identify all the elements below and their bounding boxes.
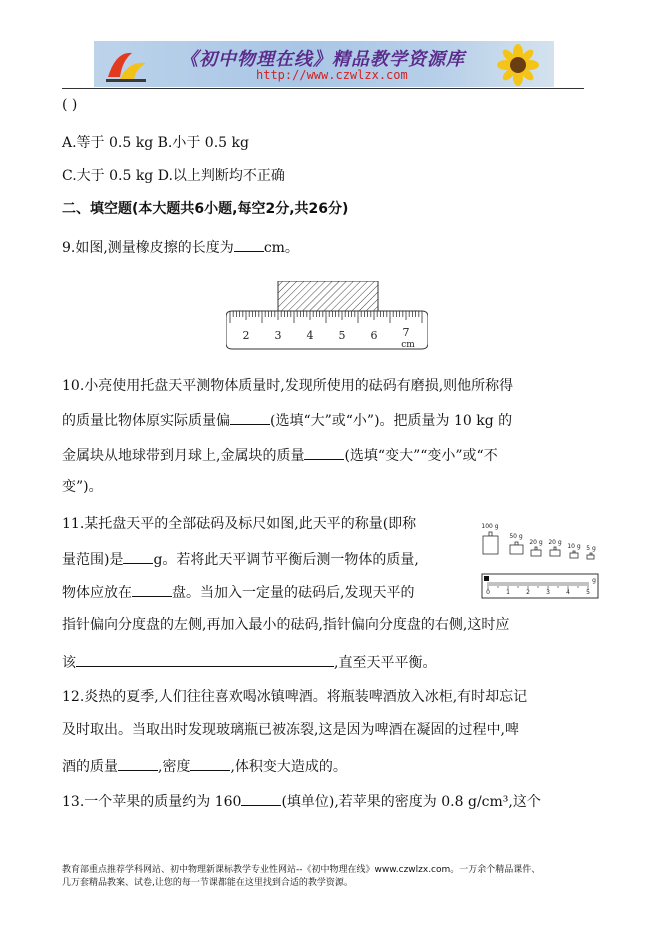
q13-line1: [62, 791, 541, 811]
answer-bracket: ( ): [62, 97, 78, 113]
ruler-figure: [226, 281, 428, 351]
weight-label: 10 g: [567, 543, 581, 550]
q10-text: 金属块从地球带到月球上,金属块的质量: [62, 448, 305, 464]
banner-title: 《初中物理在线》精品教学资源库: [180, 49, 465, 70]
q11-line2: [62, 549, 419, 569]
scale-number: 5: [586, 589, 590, 596]
answer-blank: [123, 549, 153, 564]
q12-text: 酒的质量: [62, 759, 118, 775]
site-logo-icon: [102, 47, 150, 85]
q10-line1: 10.小亮使用托盘天平测物体质量时,发现所使用的砝码有磨损,则他所称得: [62, 378, 514, 394]
answer-blank: [230, 410, 270, 425]
q12-text: ,体积变大造成的。: [230, 759, 347, 775]
scale-number: 3: [546, 589, 550, 596]
answer-blank: [241, 791, 281, 806]
q11-line4: 指针偏向分度盘的左侧,再加入最小的砝码,指针偏向分度盘的右侧,这时应: [62, 617, 510, 633]
ruler-number: 2: [242, 329, 250, 342]
weight-label: 20 g: [548, 539, 562, 546]
scale-number: 4: [566, 589, 570, 596]
q11-text: 盘。当加入一定量的砝码后,发现天平的: [172, 585, 415, 601]
q13-text: (填单位),若苹果的密度为 0.8 g/cm³,这个: [281, 794, 541, 810]
q12-line2: 及时取出。当取出时发现玻璃瓶已被冻裂,这是因为啤酒在凝固的过程中,啤: [62, 722, 519, 738]
footer-line: 教育部重点推荐学科网站、初中物理新课标教学专业性网站--《初中物理在线》www.czwlzx.com。一万余个精品课件、: [62, 865, 541, 875]
ruler-number: 3: [274, 329, 282, 342]
option-line-cd: C.大于 0.5 kg D.以上判断均不正确: [62, 168, 285, 184]
q9-text: 9.如图,测量橡皮擦的长度为: [62, 240, 234, 256]
footer-line: 几万套精品教案、试卷,让您的每一节课都能在这里找到合适的教学资源。: [62, 878, 353, 888]
weights-figure: [480, 520, 602, 600]
scale-number: 2: [526, 589, 530, 596]
header-divider: [62, 88, 584, 89]
q11-line3: [62, 582, 414, 602]
answer-blank: [132, 582, 172, 597]
question-9: [62, 237, 299, 257]
scale-number: 1: [506, 589, 510, 596]
scale-number: 0: [486, 589, 490, 596]
ruler-number: 4: [306, 329, 314, 342]
q11-text: g。若将此天平调节平衡后测一物体的质量,: [153, 552, 419, 568]
q11-line5: [62, 652, 436, 672]
answer-blank: [76, 652, 334, 667]
q10-text: (选填“变大”“变小”或“不: [344, 448, 498, 464]
q12-text: ,密度: [158, 759, 191, 775]
q12-line1: 12.炎热的夏季,人们往往喜欢喝冰镇啤酒。将瓶装啤酒放入冰柜,有时却忘记: [62, 689, 528, 705]
q11-text: ,直至天平平衡。: [334, 655, 437, 671]
q10-text: (选填“大”或“小”)。把质量为 10 kg 的: [270, 413, 513, 429]
ruler-body: [226, 311, 428, 349]
q12-line3: [62, 756, 347, 776]
answer-blank: [304, 445, 344, 460]
answer-blank: [234, 237, 264, 252]
ruler-number: 6: [370, 329, 378, 342]
page-footer: [62, 864, 540, 890]
eraser: [278, 281, 378, 311]
sunflower-icon: [490, 43, 546, 87]
header-banner: [94, 41, 554, 87]
q11-text: 该: [62, 655, 76, 671]
answer-blank: [190, 756, 230, 771]
q9-unit: cm。: [263, 240, 299, 256]
ruler-number: 7: [402, 326, 410, 339]
q13-text: 13.一个苹果的质量约为 160: [62, 794, 242, 810]
q11-text: 物体应放在: [62, 585, 132, 601]
banner-url: http://www.czwlzx.com: [256, 68, 408, 82]
answer-blank: [118, 756, 158, 771]
weight-label: 5 g: [586, 545, 596, 552]
q10-line2: [62, 410, 512, 430]
weight-label: 50 g: [509, 533, 523, 540]
q11-text: 量范围)是: [62, 552, 124, 568]
q11-line1: 11.某托盘天平的全部砝码及标尺如图,此天平的称量(即称: [62, 516, 417, 532]
option-line-ab: A.等于 0.5 kg B.小于 0.5 kg: [62, 135, 249, 151]
weight-label: 20 g: [529, 539, 543, 546]
q10-line3: [62, 445, 498, 465]
ruler-number: 5: [338, 329, 346, 342]
q10-text: 的质量比物体原实际质量偏: [62, 413, 230, 429]
scale-unit: g: [592, 577, 596, 584]
q10-line4: 变”)。: [62, 479, 103, 495]
ruler-unit: cm: [401, 340, 415, 350]
section-heading: 二、填空题(本大题共6小题,每空2分,共26分): [62, 201, 349, 217]
weight-label: 100 g: [481, 523, 499, 530]
